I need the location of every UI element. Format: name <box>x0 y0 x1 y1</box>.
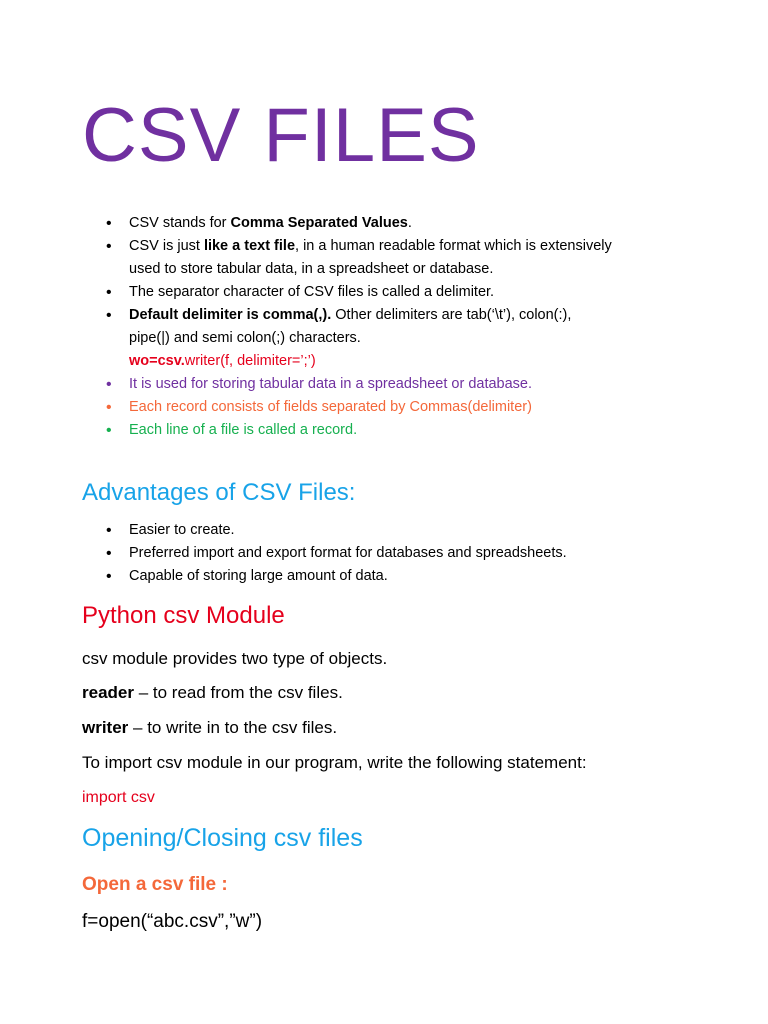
list-item <box>106 281 612 304</box>
import-instruction: To import csv module in our program, write the following statement: <box>82 753 587 772</box>
list-item <box>106 304 612 327</box>
list-item <box>106 235 612 258</box>
module-heading: Python csv Module <box>82 602 285 629</box>
list-item-text: , in a human readable format which is extensively <box>295 238 612 254</box>
list-item-bold: Default delimiter is comma(,). <box>129 307 332 323</box>
intro-bullet-list <box>106 212 612 442</box>
list-item-text: used to store tabular data, in a spreadsheet or database. <box>129 261 494 277</box>
list-item: • Preferred import and export format for databases and spreadsheets. <box>106 542 567 565</box>
page-title: CSV FILES <box>82 93 480 178</box>
module-paragraph: csv module provides two type of objects. <box>82 649 388 668</box>
advantages-heading: Advantages of CSV Files: <box>82 479 356 506</box>
list-item-bold: Comma Separated Values <box>230 215 408 231</box>
writer-term: writer <box>82 718 129 737</box>
list-item-text: pipe(|) and semi colon(;) characters. <box>129 330 361 346</box>
list-item-text: It is used for storing tabular data in a spreadsheet or database. <box>129 376 533 392</box>
writer-desc: – to write in to the csv files. <box>128 718 338 737</box>
reader-desc: – to read from the csv files. <box>133 683 343 702</box>
list-item: • Easier to create. <box>106 519 567 542</box>
list-item-text: CSV is just <box>129 238 204 254</box>
list-item-text: . <box>407 215 412 231</box>
advantages-list <box>106 519 567 588</box>
list-item <box>106 212 612 235</box>
reader-term: reader <box>82 683 134 702</box>
code-example <box>106 350 612 373</box>
list-item-text: Other delimiters are tab(‘\t’), colon(:), <box>331 307 572 323</box>
reader-line <box>82 684 343 701</box>
list-item <box>106 396 612 419</box>
list-item-continuation <box>106 258 612 281</box>
code-bold: wo=csv. <box>129 353 185 369</box>
list-item-text: CSV stands for <box>129 215 231 231</box>
list-item-continuation <box>106 327 612 350</box>
import-statement: import csv <box>82 789 155 806</box>
writer-line <box>82 719 337 736</box>
opening-heading: Opening/Closing csv files <box>82 824 363 852</box>
open-subheading: Open a csv file : <box>82 874 228 895</box>
code-text: writer(f, delimiter=’;’) <box>184 353 316 369</box>
list-item <box>106 373 612 396</box>
open-code: f=open(“abc.csv”,”w”) <box>82 911 263 932</box>
list-item-text: Each line of a file is called a record. <box>129 422 358 438</box>
list-item: • Capable of storing large amount of data. <box>106 565 567 588</box>
list-item-text: Each record consists of fields separated by Commas(delimiter) <box>129 399 532 415</box>
list-item-bold: like a text file <box>203 238 296 254</box>
list-item-text: The separator character of CSV files is called a delimiter. <box>129 284 495 300</box>
list-item <box>106 419 612 442</box>
